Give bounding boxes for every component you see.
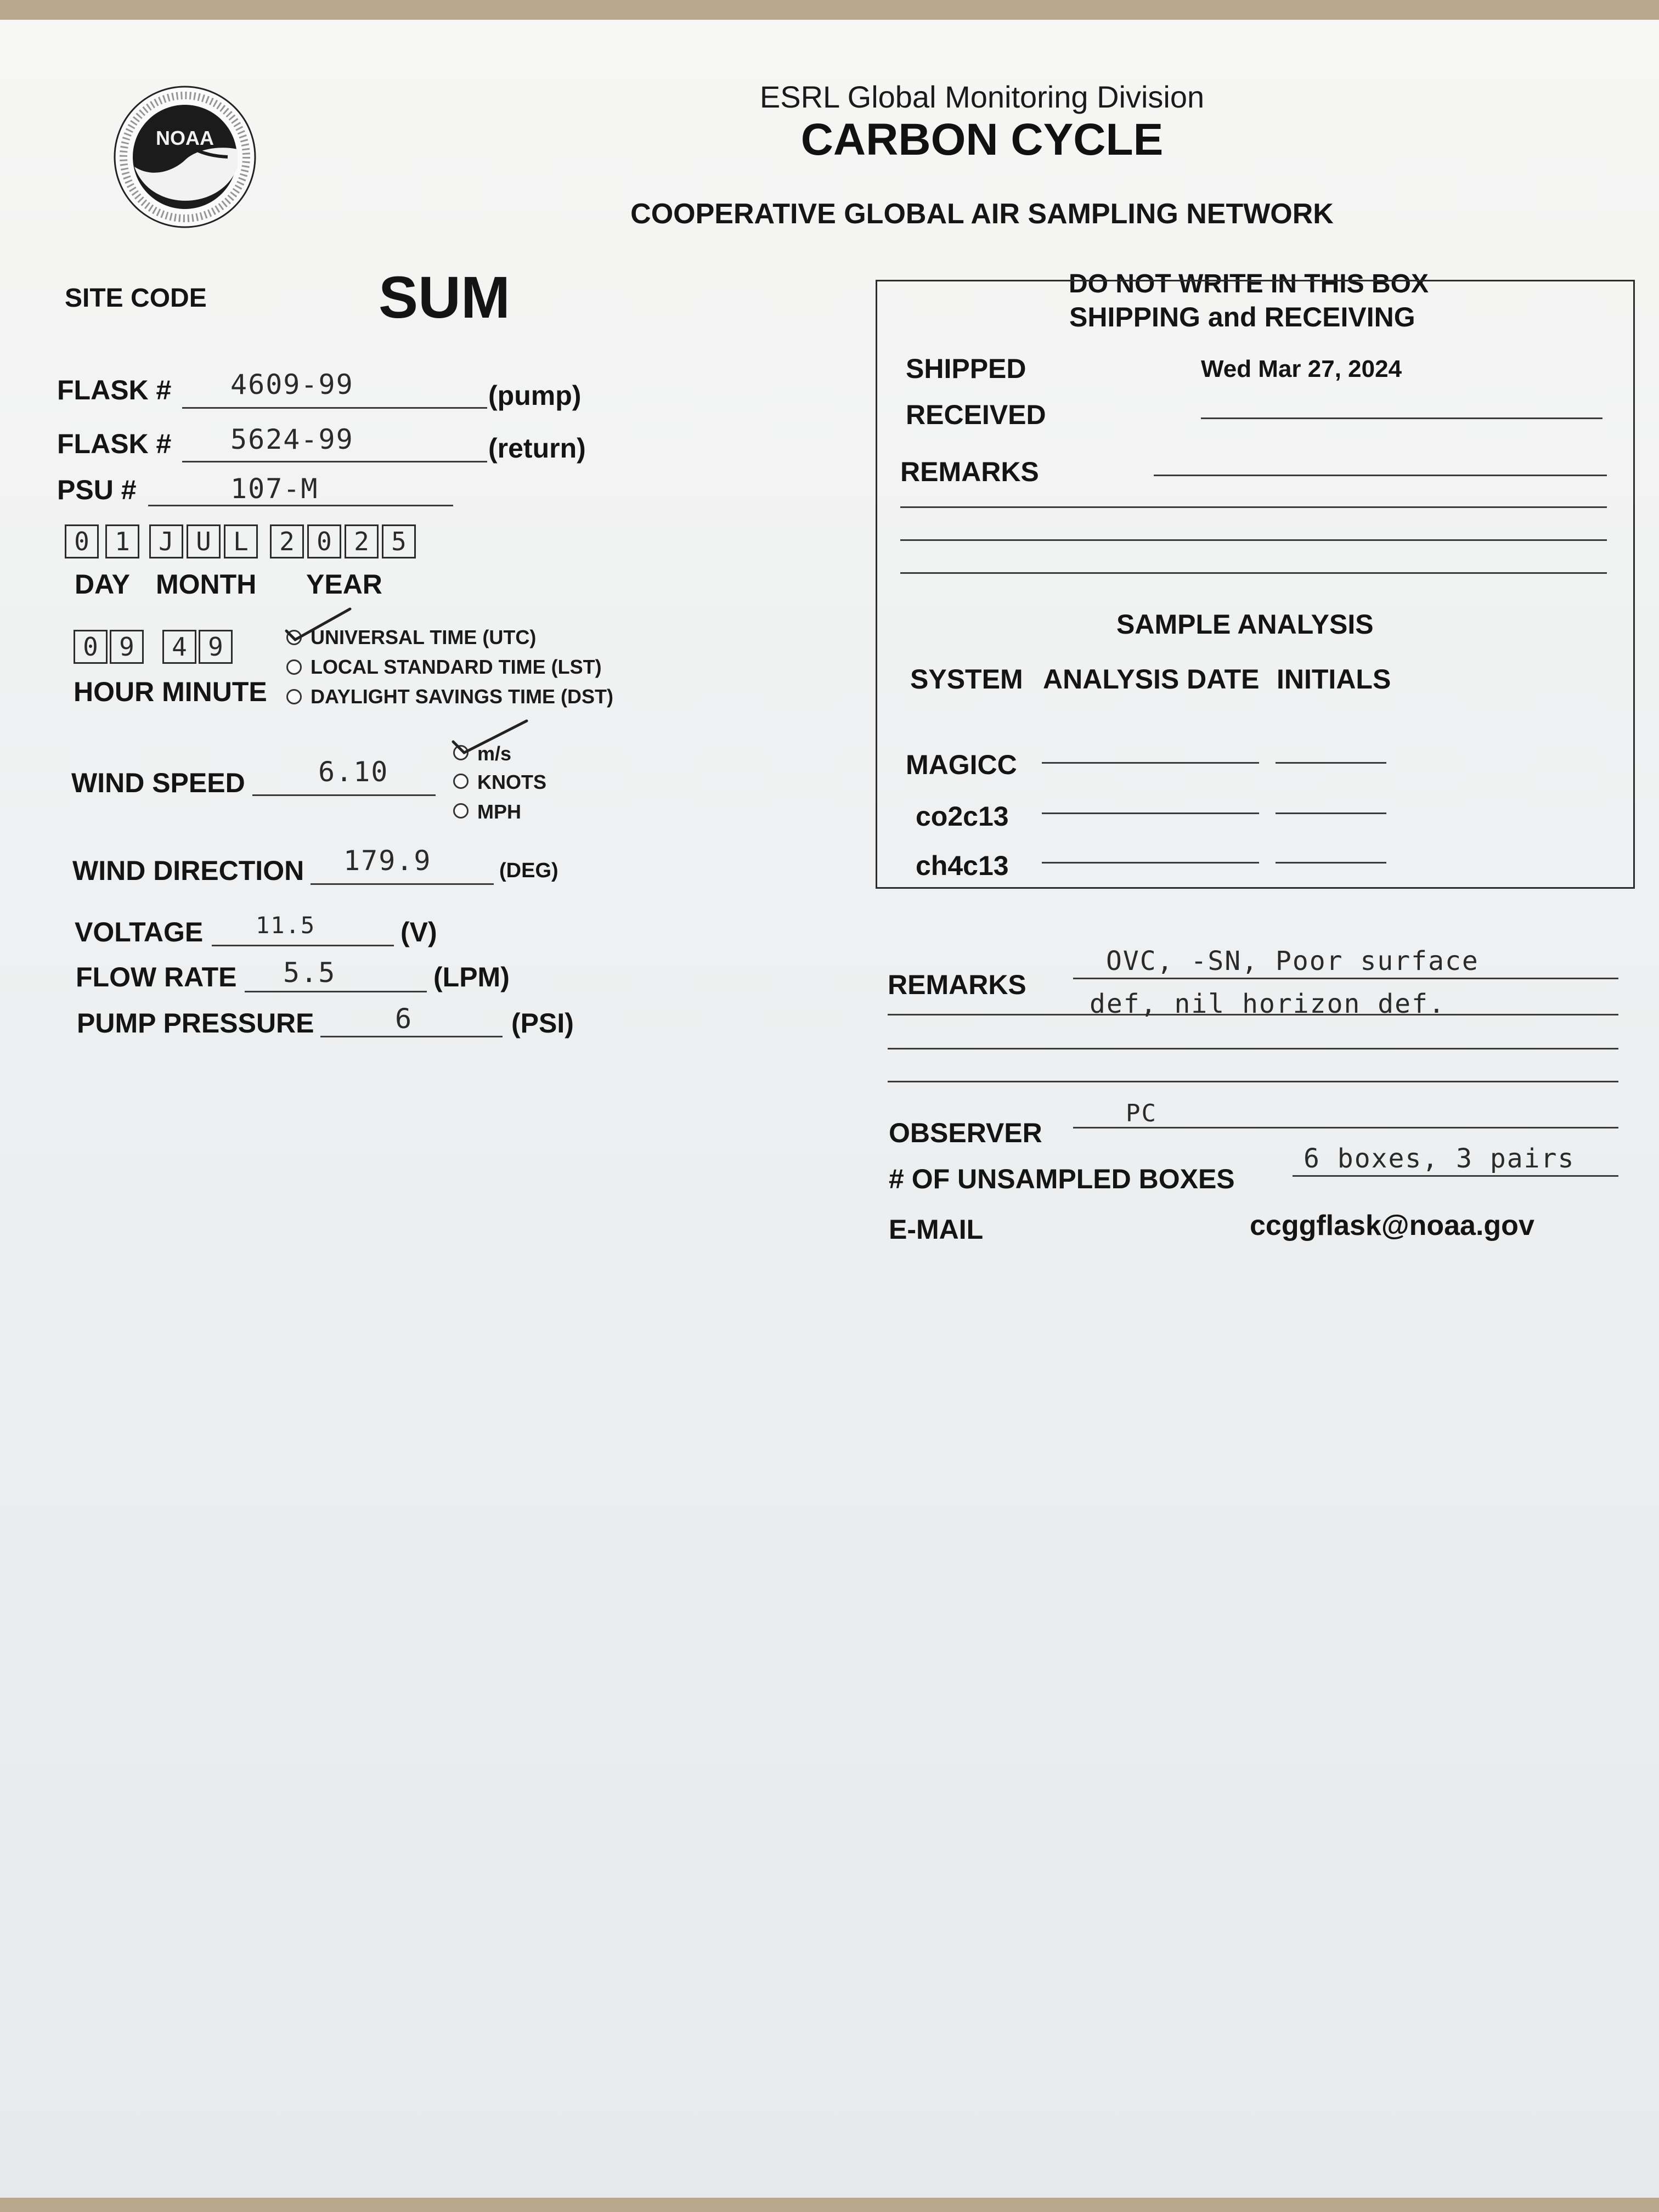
observer-label: OBSERVER (889, 1118, 1042, 1148)
wind-direction-value[interactable]: 179.9 (343, 845, 432, 877)
psu-value[interactable]: 107-M (230, 473, 319, 505)
month-char-3[interactable]: L (224, 524, 258, 558)
page-title: CARBON CYCLE (800, 115, 1164, 165)
voltage-label: VOLTAGE (75, 917, 204, 947)
flow-rate-label: FLOW RATE (76, 962, 237, 992)
wind-direction-label: WIND DIRECTION (72, 855, 304, 886)
month-char-2[interactable]: U (187, 524, 221, 558)
unsampled-label: # OF UNSAMPLED BOXES (889, 1164, 1235, 1194)
logo-text: NOAA (156, 127, 214, 149)
col-system: SYSTEM (910, 664, 1023, 695)
col-analysis-date: ANALYSIS DATE (1043, 664, 1260, 695)
flask-return-label: FLASK # (57, 428, 172, 459)
co2c13-date-line (1042, 812, 1259, 814)
flow-rate-value[interactable]: 5.5 (283, 957, 336, 989)
office-remarks-line-2 (900, 506, 1607, 508)
flask-pump-line (182, 407, 487, 409)
minute-digit-2[interactable]: 9 (199, 630, 233, 664)
office-box-caption: DO NOT WRITE IN THIS BOX (1069, 269, 1429, 298)
wind-speed-value[interactable]: 6.10 (318, 756, 389, 788)
site-code-value: SUM (379, 264, 510, 330)
office-remarks-line-1 (1154, 475, 1607, 476)
system-co2c13: co2c13 (916, 801, 1009, 832)
day-digit-1[interactable]: 0 (65, 524, 99, 558)
received-label: RECEIVED (906, 399, 1046, 430)
month-label: MONTH (156, 569, 257, 600)
flask-return-value[interactable]: 5624-99 (230, 424, 354, 455)
remarks-label: REMARKS (888, 969, 1026, 1000)
unsampled-line (1293, 1175, 1618, 1177)
hour-minute-label: HOUR MINUTE (74, 676, 267, 707)
remarks-text-2[interactable]: def, nil horizon def. (1090, 989, 1446, 1019)
remarks-line-4 (888, 1081, 1618, 1082)
year-digit-1[interactable]: 2 (270, 524, 304, 558)
system-ch4c13: ch4c13 (916, 850, 1009, 881)
option-utc: UNIVERSAL TIME (UTC) (311, 626, 537, 648)
radio-dst[interactable] (286, 689, 302, 704)
option-lst: LOCAL STANDARD TIME (LST) (311, 656, 602, 678)
observer-value[interactable]: PC (1126, 1099, 1157, 1127)
magicc-initials-line (1276, 762, 1386, 764)
system-magicc: MAGICC (906, 749, 1017, 780)
month-char-1[interactable]: J (149, 524, 183, 558)
psu-label: PSU # (57, 475, 137, 505)
option-dst: DAYLIGHT SAVINGS TIME (DST) (311, 685, 614, 708)
shipped-label: SHIPPED (906, 353, 1026, 384)
radio-knots[interactable] (453, 774, 469, 789)
unsampled-value[interactable]: 6 boxes, 3 pairs (1304, 1143, 1575, 1174)
office-remarks-label: REMARKS (900, 456, 1039, 487)
option-knots: KNOTS (477, 771, 546, 793)
year-label: YEAR (306, 569, 382, 600)
year-digit-4[interactable]: 5 (382, 524, 416, 558)
remarks-text-1[interactable]: OVC, -SN, Poor surface (1106, 946, 1479, 977)
site-code-label: SITE CODE (65, 284, 207, 313)
flask-pump-label: FLASK # (57, 375, 172, 405)
col-initials: INITIALS (1277, 664, 1391, 695)
received-line (1201, 417, 1602, 419)
shipping-title: SHIPPING and RECEIVING (1069, 302, 1415, 332)
year-digit-3[interactable]: 2 (345, 524, 379, 558)
co2c13-initials-line (1276, 812, 1386, 814)
pump-pressure-label: PUMP PRESSURE (77, 1008, 314, 1039)
minute-digit-1[interactable]: 4 (162, 630, 196, 664)
email-value: ccggflask@noaa.gov (1250, 1210, 1534, 1242)
year-digit-2[interactable]: 0 (307, 524, 341, 558)
wind-speed-label: WIND SPEED (71, 768, 245, 798)
office-use-box (876, 280, 1635, 889)
ch4c13-date-line (1042, 862, 1259, 864)
hour-digit-1[interactable]: 0 (74, 630, 108, 664)
day-digit-2[interactable]: 1 (105, 524, 139, 558)
utc-checkmark-icon (283, 603, 354, 647)
division-title: ESRL Global Monitoring Division (759, 80, 1205, 114)
day-label: DAY (75, 569, 130, 600)
voltage-line (212, 945, 394, 946)
voltage-unit: (V) (400, 917, 437, 947)
flask-return-line (182, 461, 487, 462)
flask-return-suffix: (return) (488, 433, 586, 464)
remarks-line-3 (888, 1048, 1618, 1049)
ch4c13-initials-line (1276, 862, 1386, 864)
hour-digit-2[interactable]: 9 (110, 630, 144, 664)
option-ms: m/s (477, 742, 512, 765)
email-label: E-MAIL (889, 1214, 984, 1245)
psu-line (148, 505, 453, 506)
flow-rate-line (245, 991, 427, 992)
pump-pressure-value[interactable]: 6 (395, 1003, 413, 1035)
radio-lst[interactable] (286, 659, 302, 675)
voltage-value[interactable]: 11.5 (256, 912, 316, 939)
flask-pump-value[interactable]: 4609-99 (230, 369, 354, 400)
ms-checkmark-icon (450, 716, 532, 760)
pump-pressure-unit: (PSI) (511, 1008, 574, 1039)
shipped-value: Wed Mar 27, 2024 (1201, 356, 1402, 382)
analysis-title: SAMPLE ANALYSIS (1116, 609, 1374, 640)
flow-rate-unit: (LPM) (433, 962, 510, 992)
option-mph: MPH (477, 800, 521, 823)
wind-direction-line (311, 883, 494, 885)
form-sheet (0, 20, 1659, 2198)
flask-pump-suffix: (pump) (488, 380, 582, 411)
wind-direction-unit: (DEG) (499, 859, 558, 882)
magicc-date-line (1042, 762, 1259, 764)
radio-mph[interactable] (453, 803, 469, 819)
office-remarks-line-4 (900, 572, 1607, 574)
wind-speed-line (252, 794, 436, 796)
office-remarks-line-3 (900, 539, 1607, 541)
pump-pressure-line (320, 1036, 503, 1037)
network-title: COOPERATIVE GLOBAL AIR SAMPLING NETWORK (630, 198, 1334, 230)
remarks-line-1 (1073, 978, 1618, 979)
noaa-logo (112, 84, 258, 230)
